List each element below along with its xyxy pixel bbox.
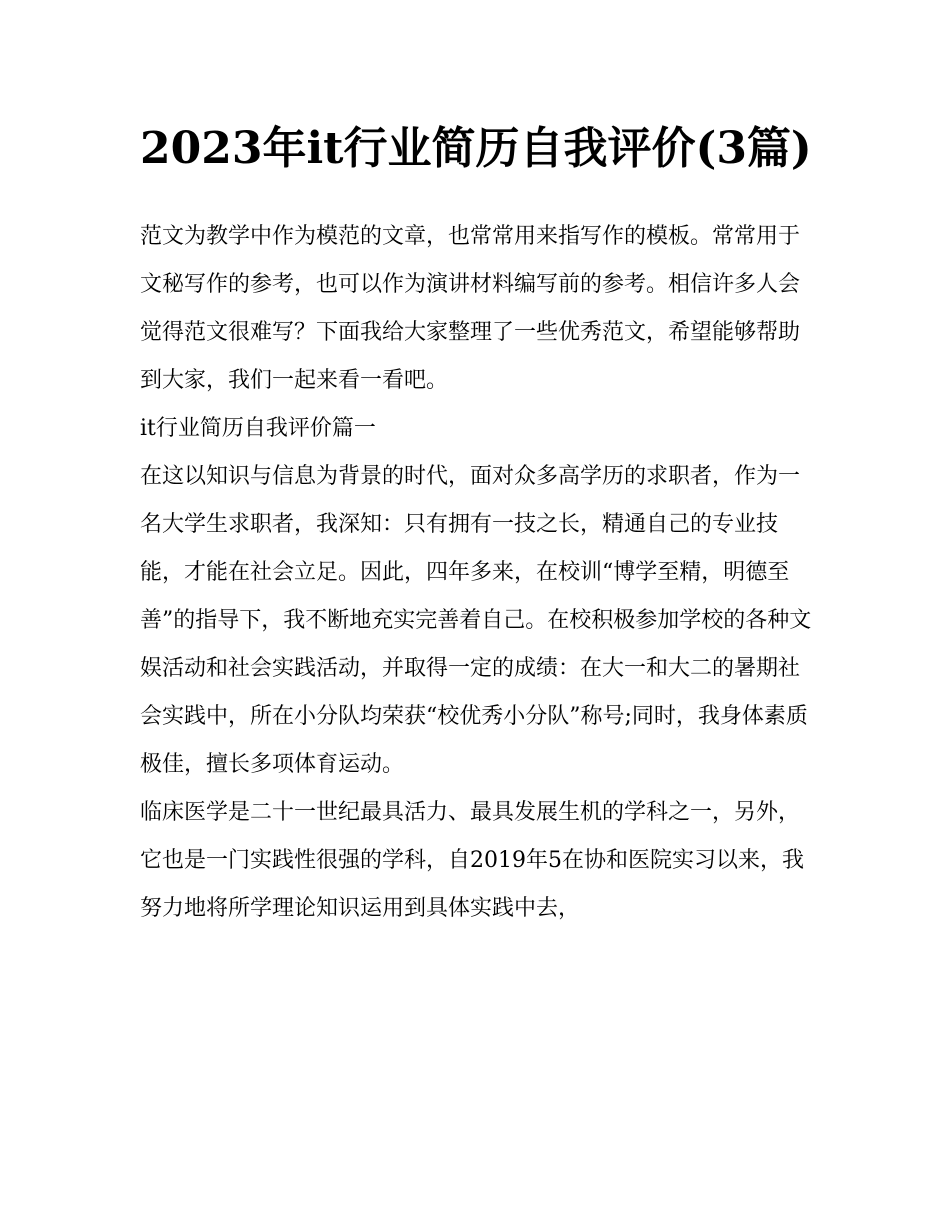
- section-heading: it行业简历自我评价篇一: [140, 416, 376, 441]
- intro-paragraph: 范文为教学中作为模范的文章，也常常用来指写作的模板。常常用于文秘写作的参考，也可以作为演讲材料编写前的参考。相信许多人会觉得范文很难写？下面我给大家整理了一些优秀范文，希望能够帮助到大家，我们一起来看一看吧。: [140, 224, 801, 393]
- document-body: [140, 213, 816, 933]
- body-paragraph: 在这以知识与信息为背景的时代，面对众多高学历的求职者，作为一名大学生求职者，我深知：只有拥有一技之长，精通自己的专业技能，才能在社会立足。因此，四年多来，在校训“博学至精，明德至善”的指导下，我不断地充实完善着自己。在校积极参加学校的各种文娱活动和社会实践活动，并取得一定的成绩：在大一和大二的暑期社会实践中，所在小分队均荣获“校优秀小分队”称号;同时，我身体素质极佳，擅长多项体育运动。: [140, 464, 812, 777]
- document-title: 2023年it行业简历自我评价(3篇): [140, 123, 812, 174]
- document-page: [140, 114, 816, 933]
- body-paragraph: 临床医学是二十一世纪最具活力、最具发展生机的学科之一，另外，它也是一门实践性很强的学科，自2019年5在协和医院实习以来，我努力地将所学理论知识运用到具体实践中去，: [140, 800, 804, 921]
